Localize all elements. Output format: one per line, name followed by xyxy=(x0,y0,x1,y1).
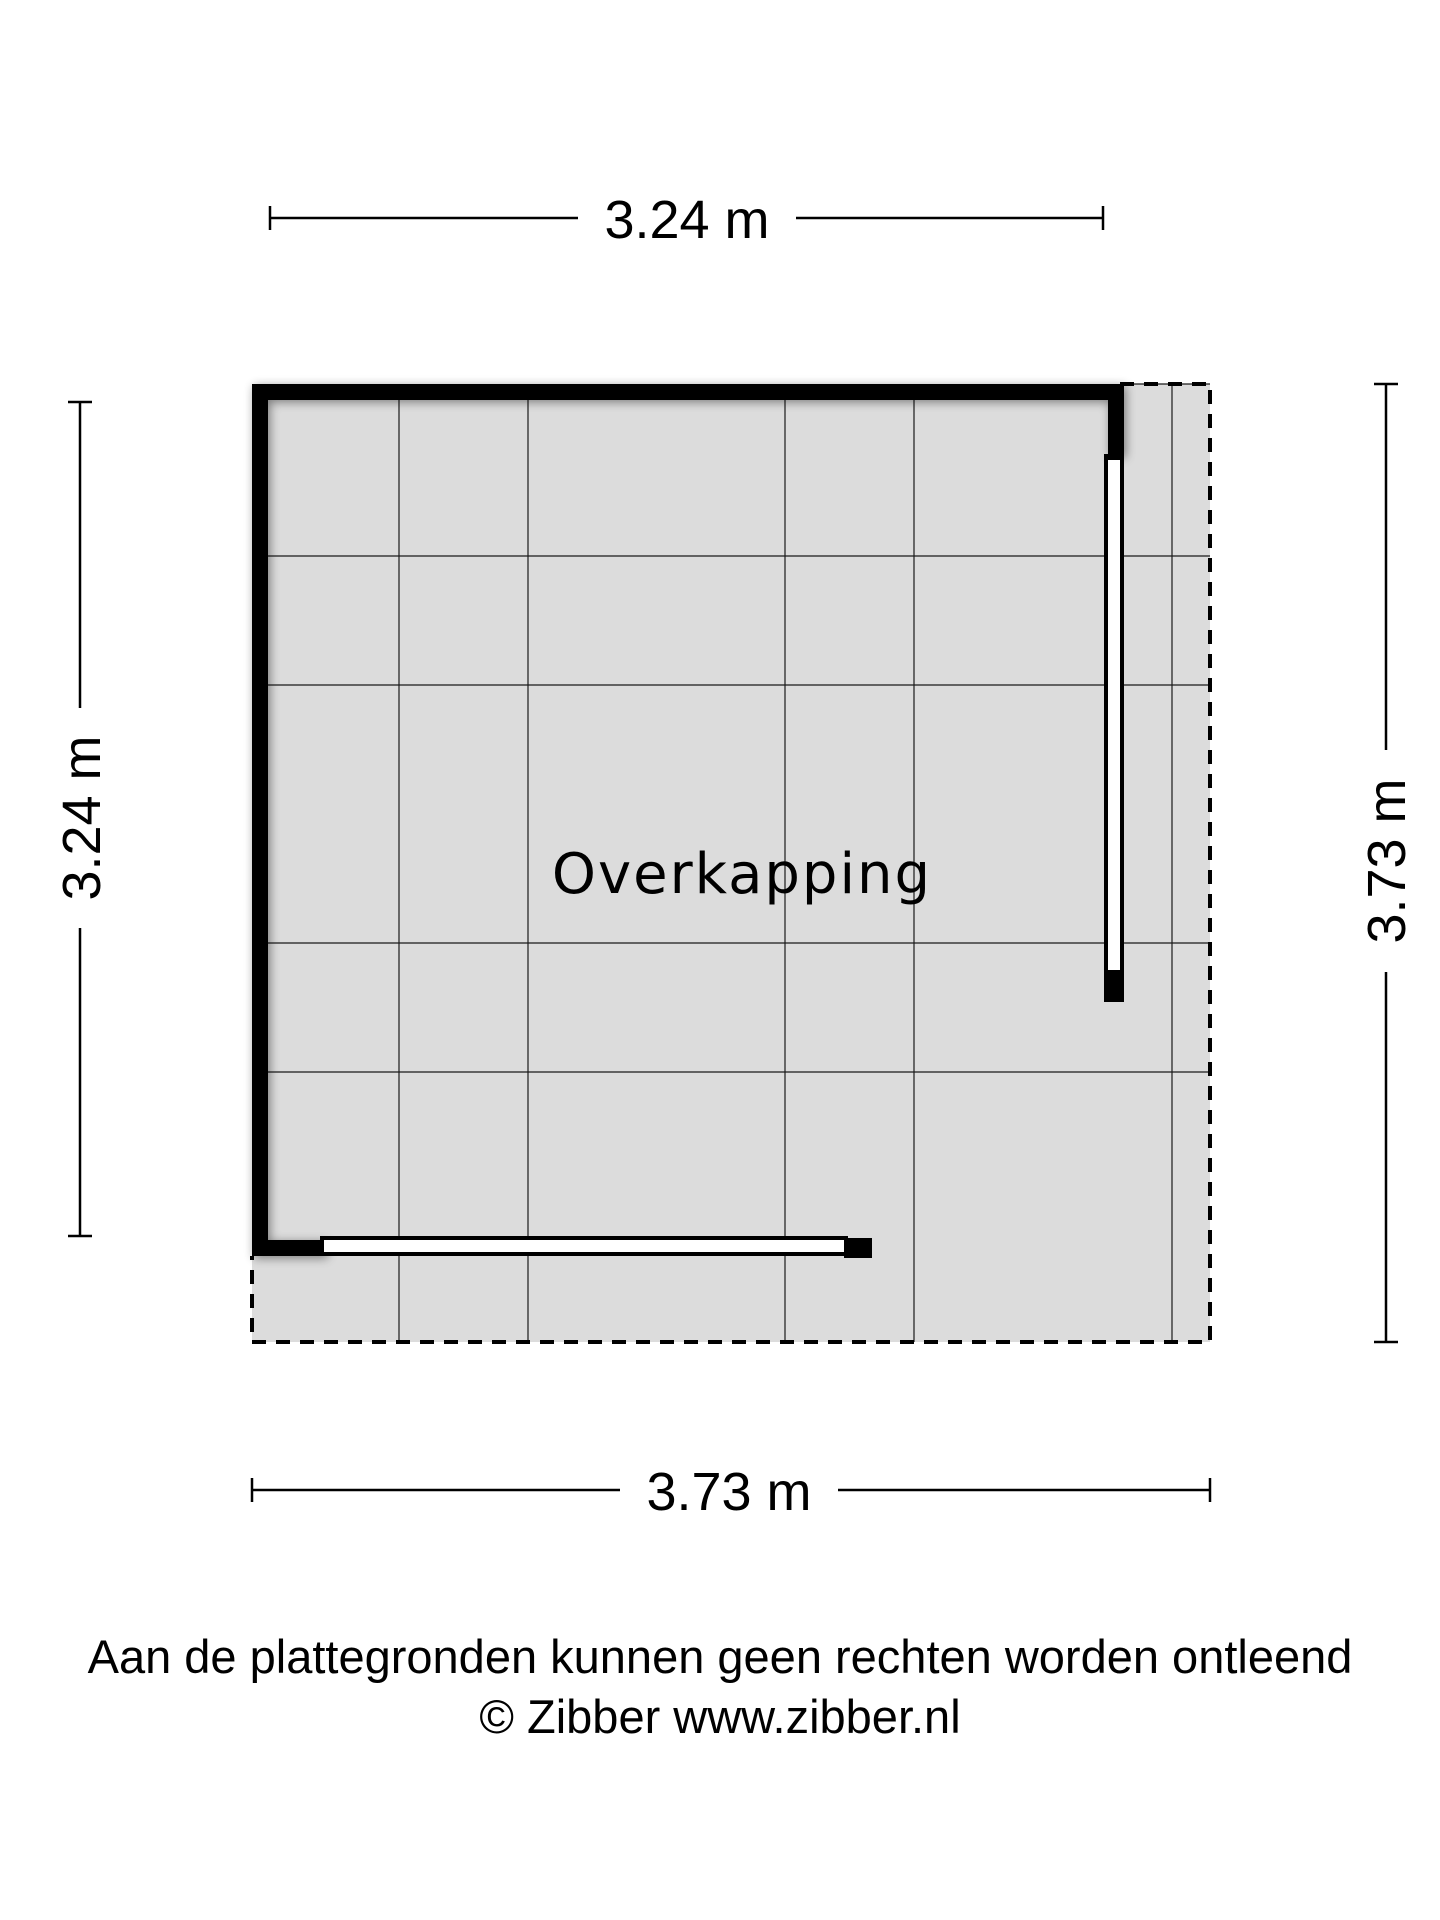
sliding-panel-right xyxy=(1104,454,1124,1002)
disclaimer-text: Aan de plattegronden kunnen geen rechten worden ontleend xyxy=(87,1630,1353,1683)
copyright-text: © Zibber www.zibber.nl xyxy=(479,1690,961,1743)
sliding-panel-bottom xyxy=(322,1238,872,1258)
dimension-left-label: 3.24 m xyxy=(52,735,112,901)
dimension-bottom-label: 3.73 m xyxy=(646,1462,812,1522)
room-label: Overkapping xyxy=(551,842,933,907)
dimension-right-label: 3.73 m xyxy=(1357,778,1417,944)
dimension-top-label: 3.24 m xyxy=(604,190,770,250)
